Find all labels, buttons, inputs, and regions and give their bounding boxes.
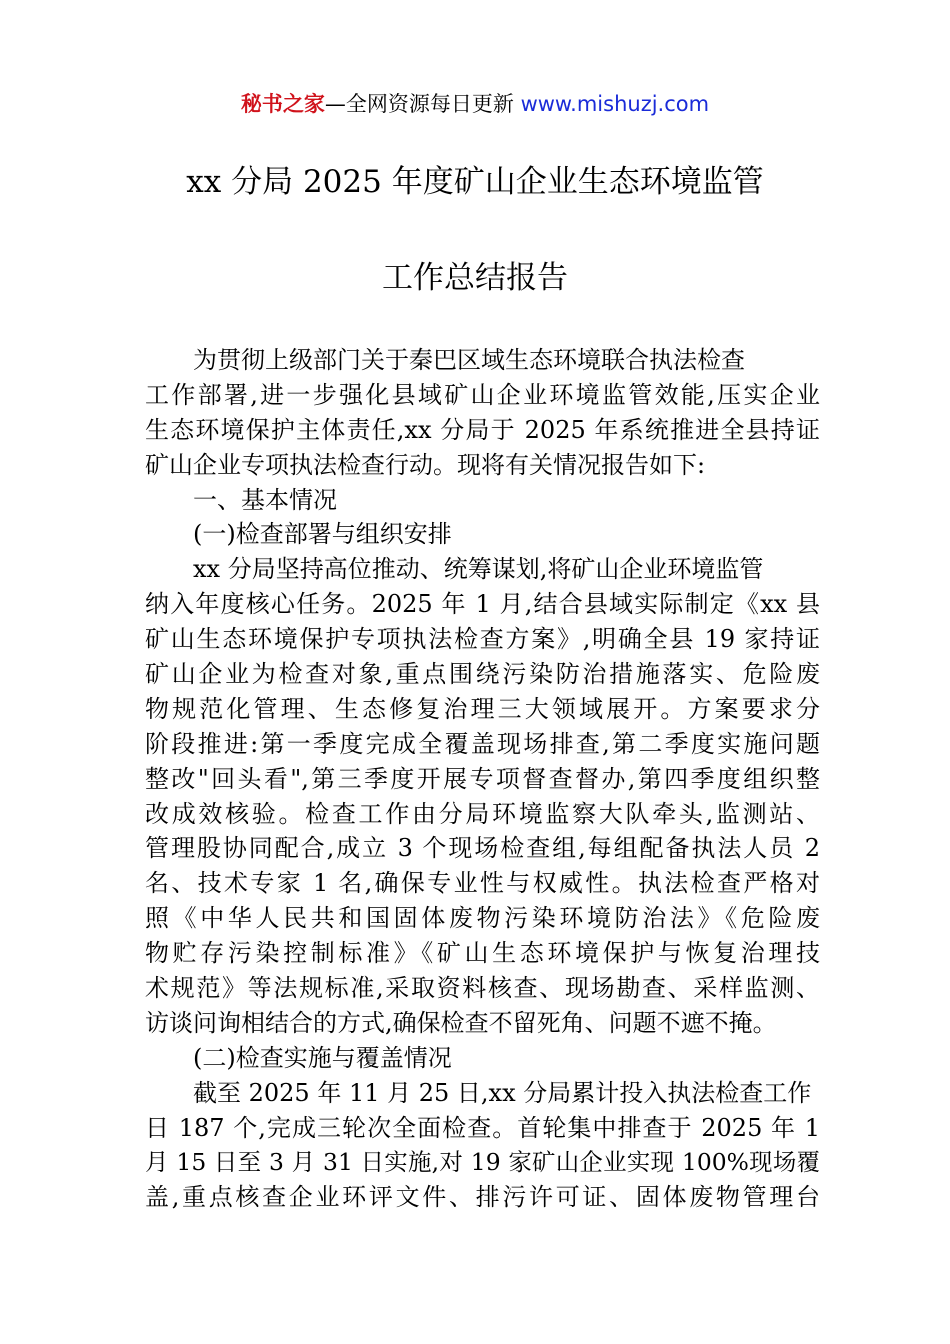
body-line: 物规范化管理、生态修复治理三大领域展开。方案要求分 <box>145 694 820 723</box>
site-brand: 秘书之家 <box>240 92 325 116</box>
body-line: 术规范》等法规标准,采取资料核查、现场勘查、采样监测、 <box>145 974 820 1003</box>
document-body <box>145 343 820 1215</box>
body-line: 名、技术专家 1 名,确保专业性与权威性。执法检查严格对 <box>145 869 820 898</box>
section-heading: 一、基本情况 <box>193 485 337 514</box>
body-line: 日 187 个,完成三轮次全面检查。首轮集中排查于 2025 年 1 <box>145 1113 820 1142</box>
body-line: 改成效核验。检查工作由分局环境监察大队牵头,监测站、 <box>145 799 820 828</box>
body-line: 照《中华人民共和国固体废物污染环境防治法》《危险废 <box>145 904 820 933</box>
body-line: 截至 2025 年 11 月 25 日,xx 分局累计投入执法检查工作 <box>193 1078 812 1107</box>
body-line: 为贯彻上级部门关于秦巴区域生态环境联合执法检查 <box>193 346 745 374</box>
body-line: 管理股协同配合,成立 3 个现场检查组,每组配备执法人员 2 <box>145 834 820 863</box>
site-header <box>0 88 950 120</box>
site-url-link[interactable]: www.mishuzj.com <box>520 92 710 116</box>
subsection-heading: (一)检查部署与组织安排 <box>193 520 452 549</box>
body-line: 整改"回头看",第三季度开展专项督查督办,第四季度组织整 <box>145 764 820 793</box>
body-line: 矿山企业专项执法检查行动。现将有关情况报告如下: <box>145 450 706 479</box>
document-title-line-2: 工作总结报告 <box>382 260 568 296</box>
body-line: 矿山企业为检查对象,重点围绕污染防治措施落实、危险废 <box>145 660 820 689</box>
body-line: 生态环境保护主体责任,xx 分局于 2025 年系统推进全县持证 <box>145 415 820 444</box>
site-tagline: —全网资源每日更新 <box>324 92 521 116</box>
body-line: xx 分局坚持高位推动、统筹谋划,将矿山企业环境监管 <box>193 555 764 584</box>
body-line: 纳入年度核心任务。2025 年 1 月,结合县域实际制定《xx 县 <box>145 590 820 619</box>
subsection-heading: (二)检查实施与覆盖情况 <box>193 1043 452 1072</box>
body-line: 矿山生态环境保护专项执法检查方案》,明确全县 19 家持证 <box>145 625 820 654</box>
body-line: 月 15 日至 3 月 31 日实施,对 19 家矿山企业实现 100%现场覆 <box>145 1148 820 1177</box>
body-line: 阶段推进:第一季度完成全覆盖现场排查,第二季度实施问题 <box>145 729 820 758</box>
body-line: 盖,重点核查企业环评文件、排污许可证、固体废物管理台 <box>145 1183 820 1212</box>
body-line: 工作部署,进一步强化县域矿山企业环境监管效能,压实企业 <box>145 380 820 409</box>
body-line: 物贮存污染控制标准》《矿山生态环境保护与恢复治理技 <box>145 939 820 968</box>
document-title-line-1: xx 分局 2025 年度矿山企业生态环境监管 <box>186 164 764 200</box>
body-line: 访谈问询相结合的方式,确保检查不留死角、问题不遮不掩。 <box>145 1008 777 1037</box>
